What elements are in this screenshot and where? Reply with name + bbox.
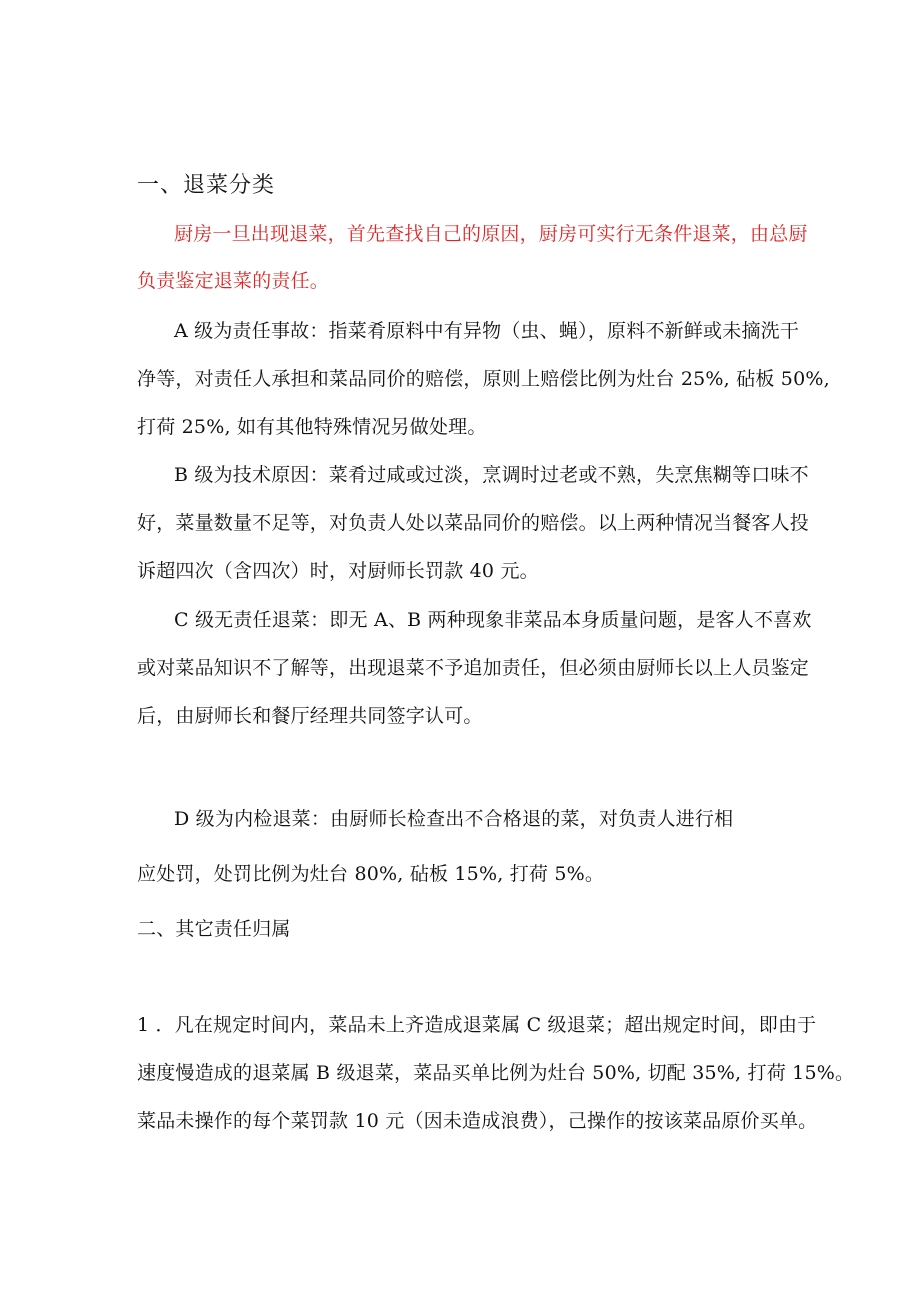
- grade-c-line-2: 或对菜品知识不了解等，出现退菜不予追加责任，但必须由厨师长以上人员鉴定: [137, 657, 810, 679]
- item1-line-2: 速度慢造成的退菜属 B 级退菜，菜品买单比例为灶台 50%, 切配 35%, 打荷 15%。: [137, 1062, 855, 1084]
- section-heading-other-responsibility: 二、其它责任归属: [137, 918, 291, 940]
- intro-line-1: 厨房一旦出现退菜，首先查找自己的原因，厨房可实行无条件退菜，由总厨: [174, 223, 808, 245]
- grade-a-line-3: 打荷 25%, 如有其他特殊情况另做处理。: [137, 416, 487, 438]
- grade-c-line-3: 后，由厨师长和餐厅经理共同签字认可。: [137, 705, 483, 727]
- item1-line-1: 1 ．凡在规定时间内，菜品未上齐造成退菜属 C 级退菜；超出规定时间，即由于: [137, 1014, 817, 1036]
- grade-d-line-2: 应处罚，处罚比例为灶台 80%, 砧板 15%, 打荷 5%。: [137, 863, 605, 885]
- grade-b-line-2: 好，菜量数量不足等，对负责人处以菜品同价的赔偿。以上两种情况当餐客人投: [137, 512, 810, 534]
- intro-line-2: 负责鉴定退菜的责任。: [137, 270, 330, 292]
- item1-line-3: 菜品未操作的每个菜罚款 10 元（因未造成浪费），己操作的按该菜品原价买单。: [137, 1110, 818, 1132]
- grade-d-line-1: D 级为内检退菜：由厨师长检查出不合格退的菜，对负责人进行相: [174, 808, 734, 830]
- grade-a-line-2: 净等，对责任人承担和菜品同价的赔偿，原则上赔偿比例为灶台 25%, 砧板 50%,: [137, 368, 830, 390]
- grade-c-line-1: C 级无责任退菜：即无 A、B 两种现象非菜品本身质量问题，是客人不喜欢: [174, 609, 812, 631]
- section-heading-classification: 一、退菜分类: [137, 173, 276, 198]
- grade-b-line-3: 诉超四次（含四次）时，对厨师长罚款 40 元。: [137, 560, 539, 582]
- grade-a-line-1: A 级为责任事故：指菜肴原料中有异物（虫、蝇），原料不新鲜或未摘洗干: [174, 320, 800, 342]
- grade-b-line-1: B 级为技术原因：菜肴过咸或过淡，烹调时过老或不熟，失烹焦糊等口味不: [174, 464, 809, 486]
